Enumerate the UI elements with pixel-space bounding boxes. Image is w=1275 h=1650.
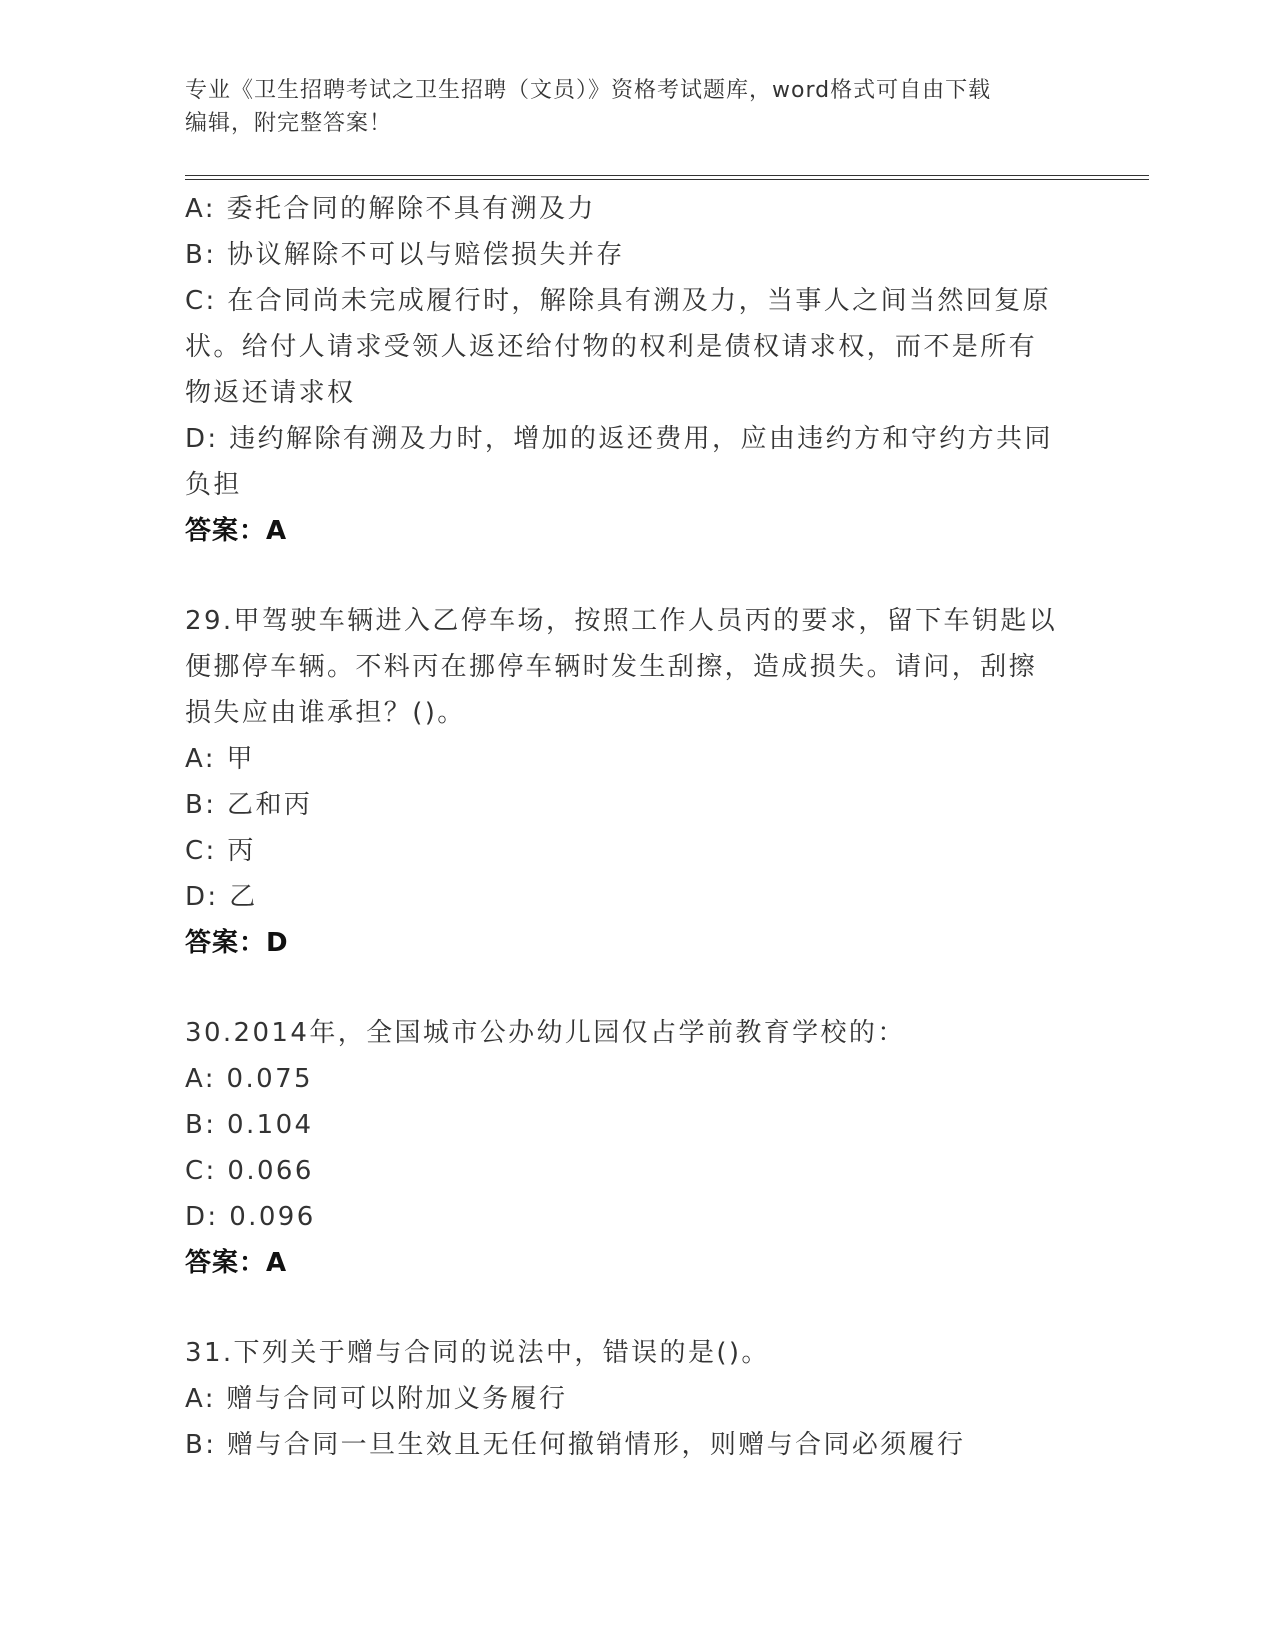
header-line-1: 专业《卫生招聘考试之卫生招聘（文员）》资格考试题库，word格式可自由下载 [185,78,992,103]
option-b: B: 协议解除不可以与赔偿损失并存 [185,240,625,270]
question-28 [185,186,1075,554]
answer: 答案：A [185,1248,288,1278]
document-header [185,74,1065,140]
option-a: A: 委托合同的解除不具有溯及力 [185,194,596,224]
option-c-line-3: 物返还请求权 [185,378,356,408]
option-d-line-2: 负担 [185,470,242,500]
option-a: A: 甲 [185,744,255,774]
question-31 [185,1330,1075,1468]
answer: 答案：A [185,516,288,546]
question-text-line-2: 便挪停车辆。不料丙在挪停车辆时发生刮擦，造成损失。请问，刮擦 [185,652,1038,682]
option-a: A: 赠与合同可以附加义务履行 [185,1384,568,1414]
question-list [185,186,1075,1468]
question-30 [185,1010,1075,1286]
option-a: A: 0.075 [185,1064,313,1094]
question-text: 30.2014年，全国城市公办幼儿园仅占学前教育学校的： [185,1018,906,1048]
option-d: D: 0.096 [185,1202,316,1232]
option-d: D: 乙 [185,882,258,912]
answer: 答案：D [185,928,289,958]
header-divider [185,175,1149,180]
option-d-line-1: D: 违约解除有溯及力时，增加的返还费用，应由违约方和守约方共同 [185,424,1053,454]
question-29 [185,598,1075,966]
option-b: B: 赠与合同一旦生效且无任何撤销情形，则赠与合同必须履行 [185,1430,966,1460]
spacer [185,554,1075,598]
option-c: C: 0.066 [185,1156,314,1186]
spacer [185,966,1075,1010]
option-c: C: 丙 [185,836,256,866]
option-b: B: 乙和丙 [185,790,313,820]
header-line-2: 编辑，附完整答案！ [185,111,393,136]
question-text-line-3: 损失应由谁承担？()。 [185,698,466,728]
option-c-line-1: C: 在合同尚未完成履行时，解除具有溯及力，当事人之间当然回复原 [185,286,1051,316]
question-text-line-1: 29.甲驾驶车辆进入乙停车场，按照工作人员丙的要求，留下车钥匙以 [185,606,1058,636]
question-text: 31.下列关于赠与合同的说法中，错误的是()。 [185,1338,770,1368]
option-b: B: 0.104 [185,1110,314,1140]
option-c-line-2: 状。给付人请求受领人返还给付物的权利是债权请求权，而不是所有 [185,332,1038,362]
spacer [185,1286,1075,1330]
